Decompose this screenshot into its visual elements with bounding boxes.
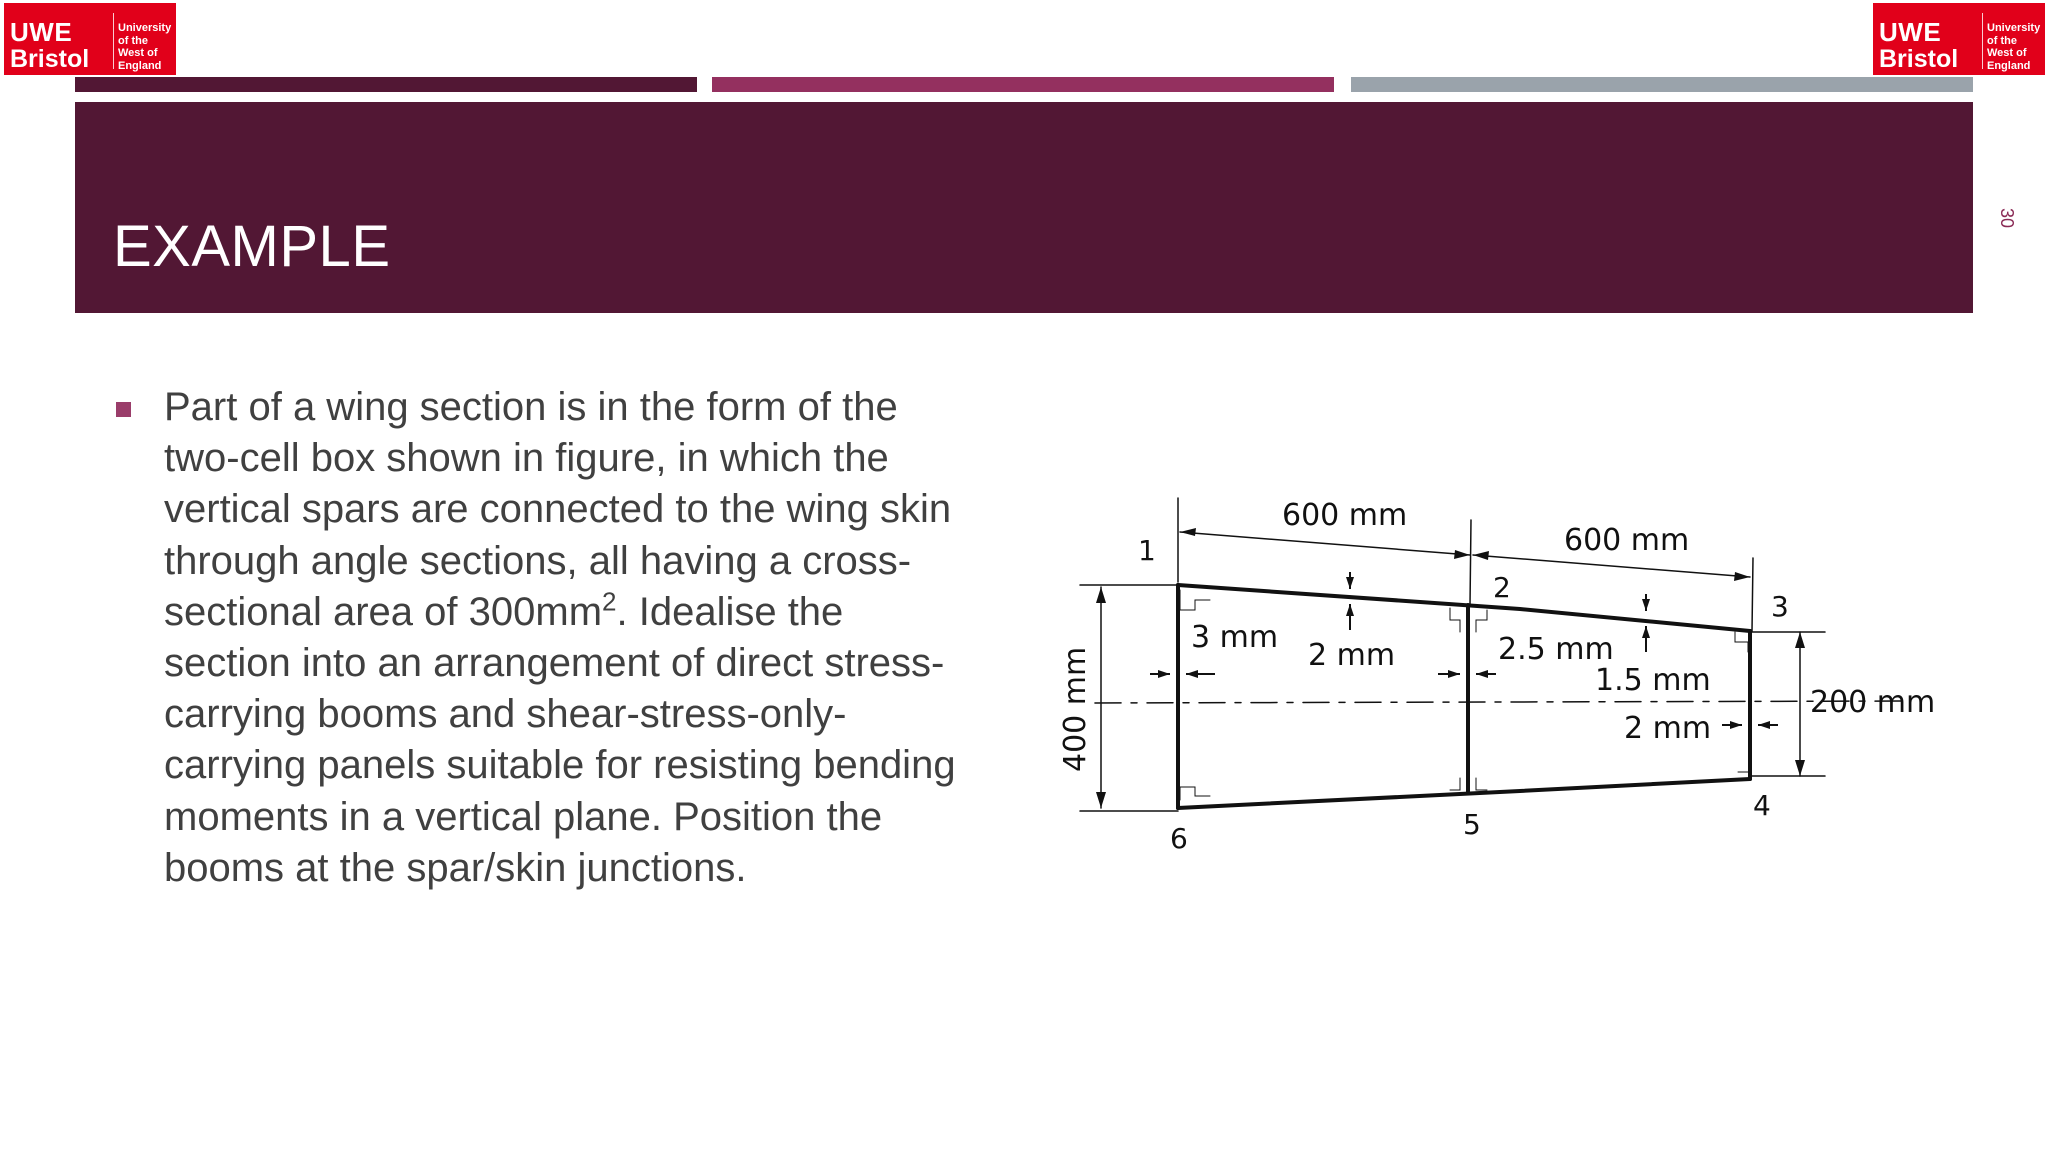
logo-divider xyxy=(1982,13,1983,69)
logo-subtext-line: University xyxy=(118,22,172,34)
arrowhead xyxy=(1186,670,1198,678)
dimension-width-right: 600 mm xyxy=(1564,523,1690,558)
logo-subtext-line: of the xyxy=(118,34,148,47)
accent-bar-magenta xyxy=(712,77,1334,92)
thickness-left-spar: 3 mm xyxy=(1191,620,1279,655)
two-cell-box-diagram xyxy=(1050,480,1950,870)
dimension-height-right: 200 mm xyxy=(1810,685,1936,720)
logo-subtext-line: England xyxy=(1987,59,2031,72)
body-text-part-2: . Idealise the section into an arrangement of direct stress-carrying booms and shear-stress-only-carrying panels suitable for resisting bending moments in a vertical plane. Position the booms at the spar/skin junctions. xyxy=(164,589,956,890)
node-label-4: 4 xyxy=(1753,789,1771,822)
logo-subtext-line: University xyxy=(1987,22,2041,34)
slide-title: EXAMPLE xyxy=(113,214,391,279)
arrowhead xyxy=(1096,792,1106,808)
arrowhead xyxy=(1096,587,1106,603)
arrowhead xyxy=(1758,721,1770,729)
arrowhead xyxy=(1642,599,1650,611)
arrowhead xyxy=(1448,670,1460,678)
node-label-1: 1 xyxy=(1138,534,1156,567)
title-band xyxy=(75,102,1973,313)
logo-text-uwe: UWE xyxy=(10,17,73,47)
body-paragraph xyxy=(164,382,964,894)
logo-text-bristol: Bristol xyxy=(10,45,90,73)
page-number: 30 xyxy=(1997,207,2017,229)
accent-bar-grey xyxy=(1351,77,1973,92)
uwe-logo-left xyxy=(4,3,176,75)
dimension-width-left: 600 mm xyxy=(1282,498,1408,533)
logo-subtext xyxy=(118,22,174,72)
thickness-middle-spar: 2.5 mm xyxy=(1498,632,1614,667)
logo-text-bristol: Bristol xyxy=(1879,45,1959,73)
arrowhead xyxy=(1158,670,1170,678)
thickness-top-left-skin: 2 mm xyxy=(1308,638,1396,673)
bullet-square-icon xyxy=(116,402,131,417)
body-superscript: 2 xyxy=(602,586,617,617)
logo-subtext-line: West of xyxy=(1987,47,2027,59)
logo-subtext xyxy=(1987,22,2043,72)
thickness-top-right-skin: 1.5 mm xyxy=(1595,663,1711,698)
arrowhead xyxy=(1795,760,1805,776)
logo-subtext-line: West of xyxy=(118,47,158,59)
node-label-5: 5 xyxy=(1463,808,1481,841)
logo-text-uwe: UWE xyxy=(1879,17,1942,47)
centre-line xyxy=(1095,701,1910,703)
arrowhead xyxy=(1346,604,1354,616)
arrowhead xyxy=(1476,670,1488,678)
logo-subtext-line: England xyxy=(118,59,162,72)
arrowhead xyxy=(1180,528,1196,536)
logo-subtext-line: of the xyxy=(1987,34,2017,47)
thickness-right-spar: 2 mm xyxy=(1624,711,1712,746)
uwe-logo-right xyxy=(1873,3,2045,75)
logo-divider xyxy=(113,13,114,69)
arrowhead xyxy=(1734,572,1750,581)
bottom-skin-line xyxy=(1178,779,1750,808)
arrowhead xyxy=(1730,721,1742,729)
body-text-part-1: Part of a wing section is in the form of the two-cell box shown in figure, in which the vertical spars are connected to the wing skin through angle sections, all having a cross-sectional area of 300mm xyxy=(164,385,952,634)
wing-section-figure xyxy=(1050,480,1950,870)
arrowhead xyxy=(1346,577,1354,589)
node-label-6: 6 xyxy=(1170,822,1188,855)
arrowhead xyxy=(1473,551,1489,560)
arrowhead xyxy=(1454,550,1470,559)
node-label-3: 3 xyxy=(1771,590,1789,623)
node-label-2: 2 xyxy=(1493,571,1511,604)
arrowhead xyxy=(1642,626,1650,638)
arrowhead xyxy=(1795,632,1805,648)
accent-bar-dark xyxy=(75,77,697,92)
dimension-height-left: 400 mm xyxy=(1058,646,1093,772)
